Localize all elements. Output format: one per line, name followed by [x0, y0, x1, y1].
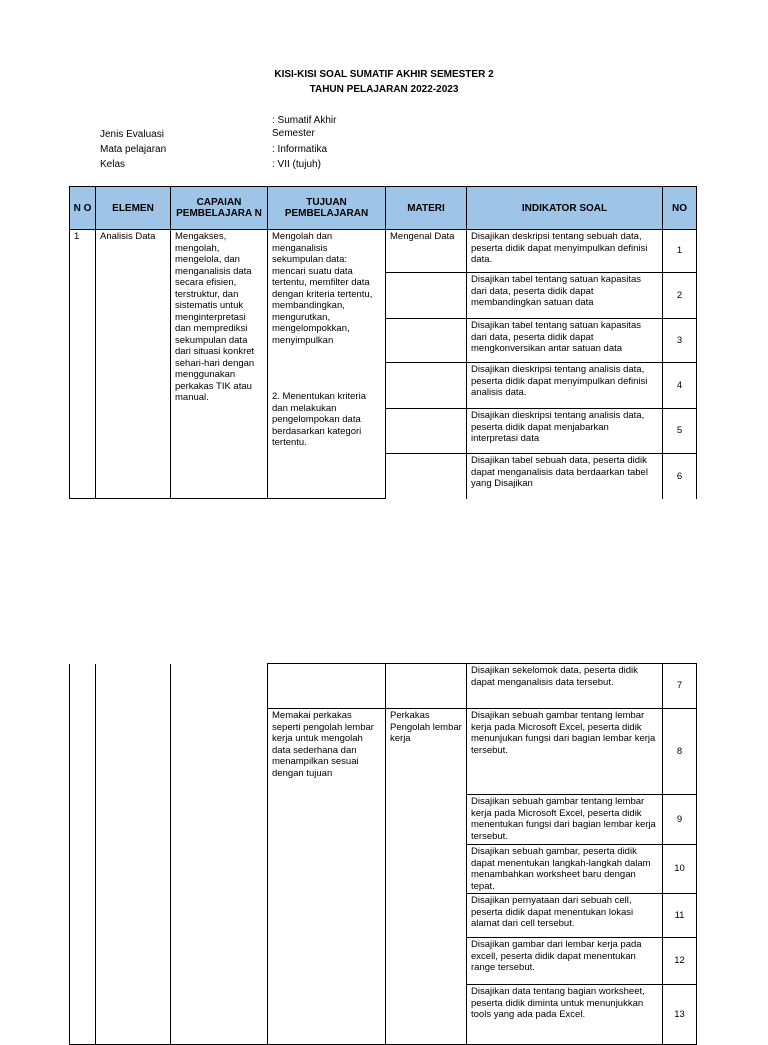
soal-number: 3 [663, 319, 697, 363]
materi-cell [386, 409, 467, 454]
elemen-cell: Analisis Data [96, 230, 171, 499]
elemen-cell [96, 664, 171, 1045]
materi-cell [386, 454, 467, 499]
soal-number: 2 [663, 273, 697, 319]
soal-number: 13 [663, 985, 697, 1045]
materi-cell [386, 273, 467, 319]
materi-cell [386, 319, 467, 363]
indikator-cell: Disajikan dieskripsi tentang analisis data, peserta didik dapat menjabarkan interpretasi data [467, 409, 663, 454]
indikator-cell: Disajikan gambar dari lembar kerja pada excell, peserta didik dapat menentukan range tersebut. [467, 938, 663, 985]
indikator-cell: Disajikan tabel tentang satuan kapasitas dari data, peserta didik dapat mengkonversikan antar satuan data [467, 319, 663, 363]
materi-cell [386, 363, 467, 409]
mata-pelajaran-value: : Informatika [272, 144, 328, 155]
jenis-evaluasi-value-2: Semester [272, 128, 315, 139]
indikator-cell: Disajikan pernyataan dari sebuah cell, peserta didik dapat menentukan lokasi alamat dari cell tersebut. [467, 894, 663, 938]
header-tujuan: TUJUAN PEMBELAJARAN [268, 187, 386, 230]
materi-cell: Perkakas Pengolah lembar kerja [386, 709, 467, 1045]
capaian-cell [171, 664, 268, 1045]
indikator-cell: Disajikan data tentang bagian worksheet, peserta didik diminta untuk menunjukkan tools yang ada pada Excel. [467, 985, 663, 1045]
document-subtitle: TAHUN PELAJARAN 2022-2023 [309, 84, 459, 95]
tujuan-2: 2. Menentukan kriteria dan melakukan pengelompokan data berdasarkan kategori tertentu. [272, 391, 366, 448]
kisi-kisi-table-page2 [69, 663, 697, 1045]
indikator-cell: Disajikan sebuah gambar, peserta didik dapat menentukan langkah-langkah dalam menambahkan worksheet baru dengan tepat. [467, 845, 663, 894]
header-capaian: CAPAIAN PEMBELAJARA N [171, 187, 268, 230]
header-materi: MATERI [386, 187, 467, 230]
header-no-soal: NO [663, 187, 697, 230]
kelas-value: : VII (tujuh) [272, 159, 321, 170]
indikator-cell: Disajikan sebuah gambar tentang lembar kerja pada Microsoft Excel, peserta didik menunjukan fungsi dari bagian lembar kerja tersebut. [467, 709, 663, 795]
materi-cell: Mengenal Data [386, 230, 467, 273]
indikator-cell: Disajikan sebuah gambar tentang lembar kerja pada Microsoft Excel, peserta didik menentukan fungsi dari bagian lembar kerja tersebut. [467, 795, 663, 845]
soal-number: 10 [663, 845, 697, 894]
soal-number: 11 [663, 894, 697, 938]
tujuan-cell [268, 664, 386, 709]
header-elemen: ELEMEN [96, 187, 171, 230]
kelas-label: Kelas [100, 159, 126, 170]
soal-number: 1 [663, 230, 697, 273]
header-no: N O [70, 187, 96, 230]
jenis-evaluasi-label: Jenis Evaluasi [100, 129, 164, 140]
indikator-cell: Disajikan tabel tentang satuan kapasitas dari data, peserta didik dapat membandingkan satuan data [467, 273, 663, 319]
soal-number: 8 [663, 709, 697, 795]
capaian-cell: Mengakses, mengolah, mengelola, dan menganalisis data secara efisien, terstruktur, dan sistematis untuk menginterpretasi dan memprediksi sekumpulan data dari situasi konkret sehari-hari dengan menggunakan perkakas TIK atau manual. [171, 230, 268, 499]
soal-number: 7 [663, 664, 697, 709]
indikator-cell: Disajikan dieskripsi tentang analisis data, peserta didik dapat menyimpulkan definisi analisis data. [467, 363, 663, 409]
tujuan-1: Mengolah dan menganalisis sekumpulan data: mencari suatu data tertentu, memfilter data dengan kriteria tertentu, membandingkan, mengurutkan, mengelompokkan, menyimpulkan [272, 231, 373, 346]
tujuan-cell: Memakai perkakas seperti pengolah lembar kerja untuk mengolah data sederhana dan menampilkan sesuai dengan tujuan [268, 709, 386, 1045]
materi-cell [386, 664, 467, 709]
row-number: 1 [70, 230, 96, 499]
indikator-cell: Disajikan tabel sebuah data, peserta didik dapat menganalisis data berdaarkan tabel yang Disajikan [467, 454, 663, 499]
soal-number: 12 [663, 938, 697, 985]
indikator-cell: Disajikan sekelomok data, peserta didik dapat menganalisis data tersebut. [467, 664, 663, 709]
document-title: KISI-KISI SOAL SUMATIF AKHIR SEMESTER 2 [274, 69, 494, 80]
jenis-evaluasi-value-1: : Sumatif Akhir [272, 115, 337, 126]
soal-number: 4 [663, 363, 697, 409]
kisi-kisi-table-page1 [69, 186, 697, 499]
mata-pelajaran-label: Mata pelajaran [100, 144, 167, 155]
indikator-cell: Disajikan deskripsi tentang sebuah data, peserta didik dapat menyimpulkan definisi data. [467, 230, 663, 273]
tujuan-cell [268, 230, 386, 499]
soal-number: 9 [663, 795, 697, 845]
header-indikator: INDIKATOR SOAL [467, 187, 663, 230]
soal-number: 5 [663, 409, 697, 454]
row-number [70, 664, 96, 1045]
soal-number: 6 [663, 454, 697, 499]
